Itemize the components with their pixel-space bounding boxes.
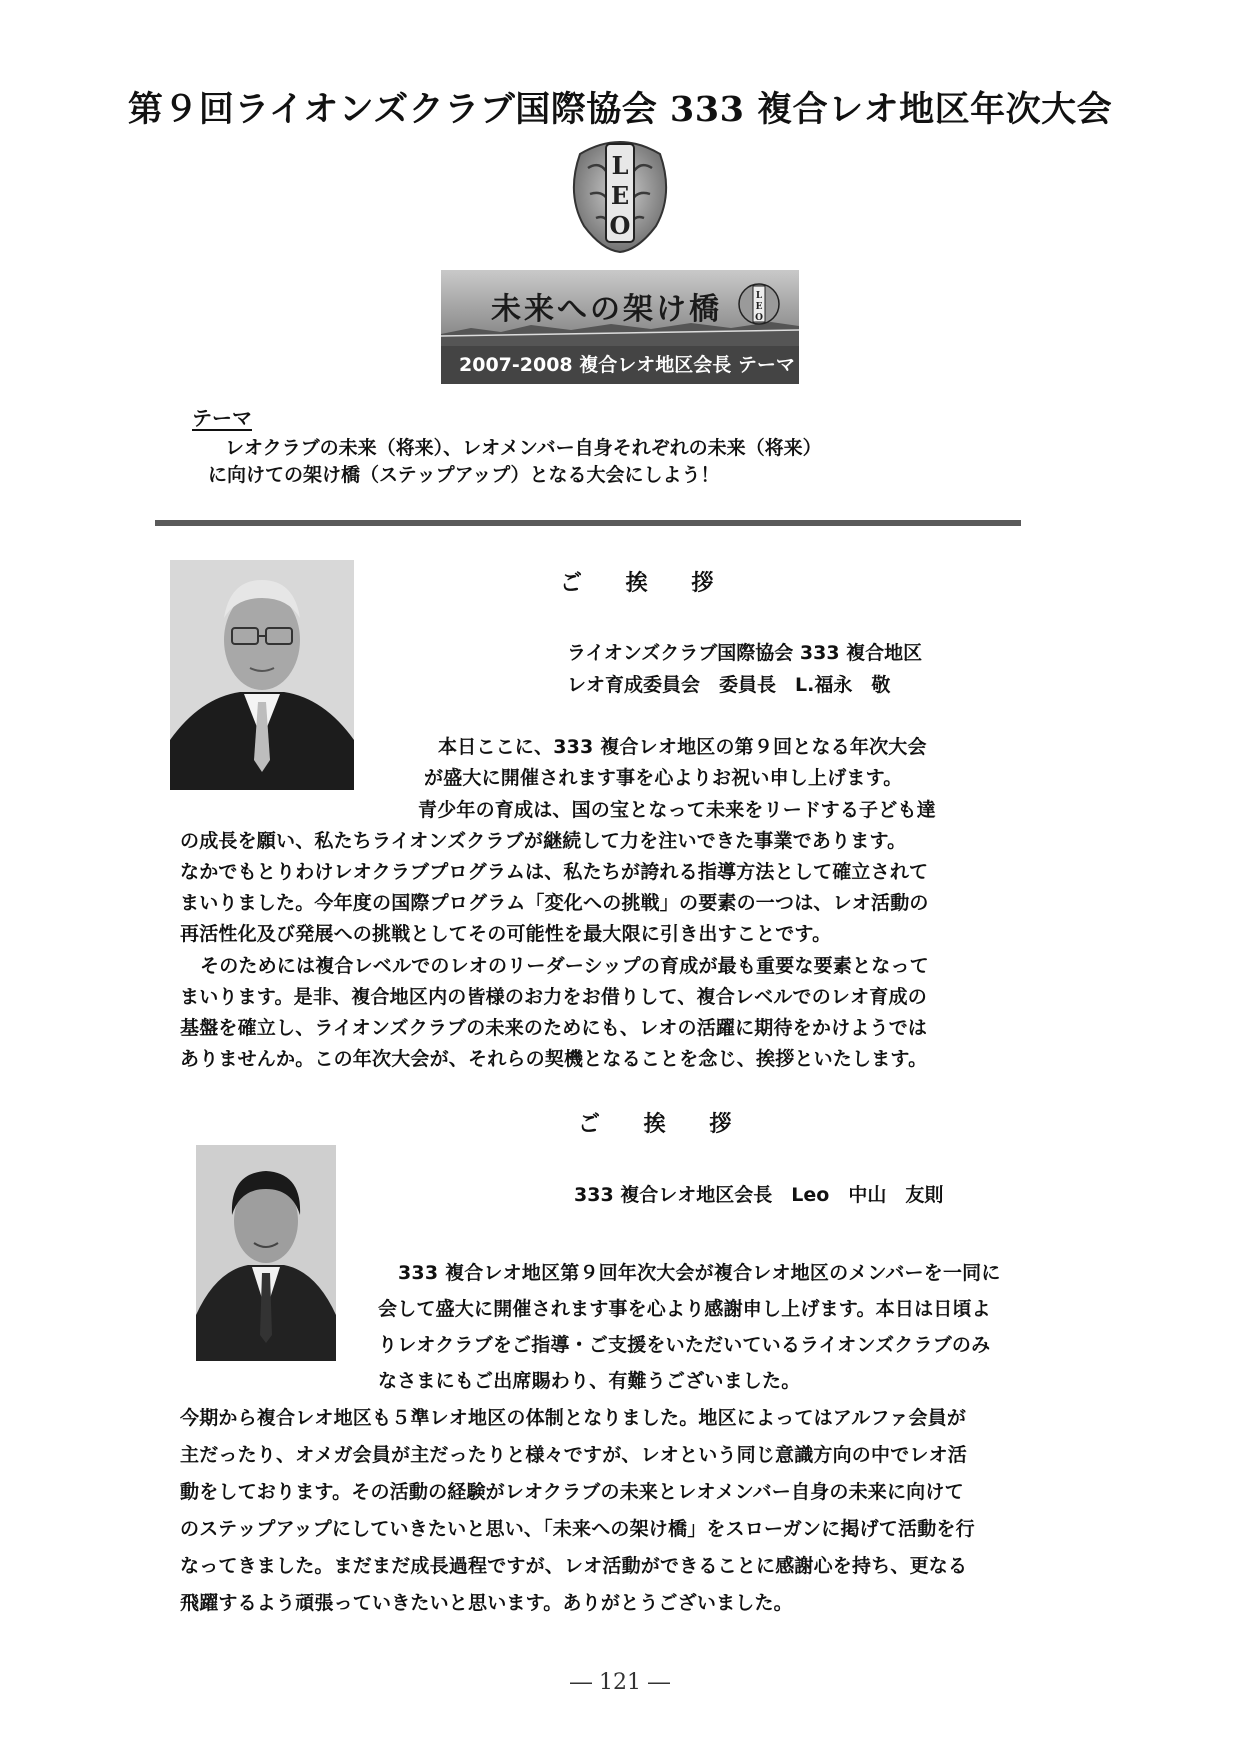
svg-text:L: L — [611, 151, 629, 180]
theme-banner — [441, 270, 799, 384]
signer-line: 333 複合レオ地区会長 Leo 中山 友則 — [574, 1184, 944, 1206]
body-line: の成長を願い、私たちライオンズクラブが継続して力を注いできた事業であります。 — [180, 830, 907, 852]
body-line: りレオクラブをご指導・ご支援をいただいているライオンズクラブのみ — [378, 1334, 991, 1356]
page-title: 第９回ライオンズクラブ国際協会 333 複合レオ地区年次大会 — [127, 89, 1113, 130]
greeting-heading: ご 挨 拶 — [560, 571, 732, 596]
body-line: のステップアップにしていきたいと思い、「未来への架け橋」をスローガンに掲げて活動を行 — [180, 1518, 975, 1540]
svg-text:E: E — [755, 302, 763, 312]
signer-line: レオ育成委員会 委員長 L.福永 敬 — [567, 674, 891, 696]
body-line: まいります。是非、複合地区内の皆様のお力をお借りして、複合レベルでのレオ育成の — [180, 986, 927, 1008]
theme-label: テーマ — [192, 406, 252, 430]
body-line: 会して盛大に開催されます事を心より感謝申し上げます。本日は日頃よ — [378, 1298, 991, 1320]
portrait-photo — [170, 560, 354, 790]
theme-line: に向けての架け橋（ステップアップ）となる大会にしよう！ — [208, 464, 720, 486]
page-number: ― 121 ― — [570, 1670, 670, 1695]
body-line: 動をしております。その活動の経験がレオクラブの未来とレオメンバー自身の未来に向けて — [180, 1481, 964, 1503]
svg-text:E: E — [610, 181, 630, 210]
section-divider — [155, 520, 1021, 526]
body-line: なさまにもご出席賜わり、有難うございました。 — [378, 1370, 801, 1392]
body-line: 基盤を確立し、ライオンズクラブの未来のためにも、レオの活躍に期待をかけようでは — [180, 1017, 928, 1039]
body-line: 主だったり、オメガ会員が主だったりと様々ですが、レオという同じ意識方向の中でレオ活 — [180, 1444, 968, 1466]
body-line: 飛躍するよう頑張っていきたいと思います。ありがとうございました。 — [180, 1592, 793, 1614]
body-line: 青少年の育成は、国の宝となって未来をリードする子ども達 — [418, 799, 936, 821]
signer-line: ライオンズクラブ国際協会 333 複合地区 — [567, 642, 923, 664]
body-line: なってきました。まだまだ成長過程ですが、レオ活動ができることに感謝心を持ち、更なる — [180, 1555, 968, 1577]
body-line: 再活性化及び発展への挑戦としてその可能性を最大限に引き出すことです。 — [180, 923, 832, 945]
portrait-photo — [196, 1145, 336, 1361]
leo-emblem-icon — [560, 134, 680, 254]
body-line: が盛大に開催されます事を心よりお祝い申し上げます。 — [424, 767, 903, 789]
body-line: 本日ここに、333 複合レオ地区の第９回となる年次大会 — [438, 736, 927, 758]
body-line: 333 複合レオ地区第９回年次大会が複合レオ地区のメンバーを一同に — [398, 1262, 1001, 1284]
banner-caption: 2007-2008 複合レオ地区会長 テーマ — [459, 354, 795, 376]
body-line: 今期から複合レオ地区も５準レオ地区の体制となりました。地区によってはアルファ会員が — [180, 1407, 967, 1429]
body-line: なかでもとりわけレオクラブプログラムは、私たちが誇れる指導方法として確立されて — [180, 861, 929, 883]
banner-slogan: 未来への架け橋 — [491, 292, 722, 327]
svg-text:L: L — [755, 291, 763, 301]
greeting-heading: ご 挨 拶 — [578, 1112, 750, 1137]
svg-text:O: O — [755, 313, 763, 323]
svg-text:O: O — [609, 211, 631, 240]
body-line: まいりました。今年度の国際プログラム「変化への挑戦」の要素の一つは、レオ活動の — [180, 892, 929, 914]
body-line: そのためには複合レベルでのレオのリーダーシップの育成が最も重要な要素となって — [200, 955, 929, 977]
theme-line: レオクラブの未来（将来）、レオメンバー自身それぞれの未来（将来） — [225, 437, 822, 459]
body-line: ありませんか。この年次大会が、それらの契機となることを念じ、挨拶といたします。 — [180, 1048, 928, 1070]
